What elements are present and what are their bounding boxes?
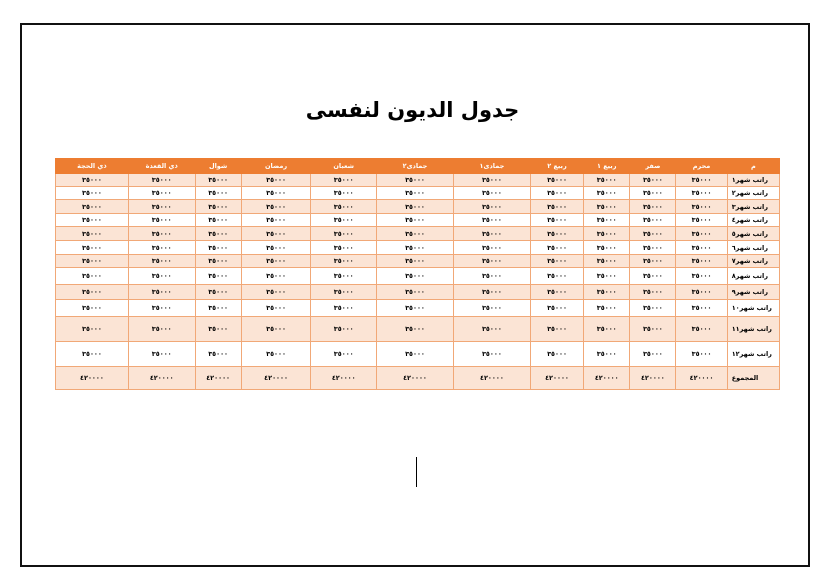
table-cell: ٣٥٠٠٠ (530, 317, 583, 342)
header-cell: ربيع ٢ (530, 159, 583, 174)
table-cell: ٣٥٠٠٠ (630, 300, 676, 317)
table-cell: ٣٥٠٠٠ (453, 187, 530, 200)
table-cell: ٣٥٠٠٠ (453, 268, 530, 285)
row-label: راتب شهر١٠ (727, 300, 779, 317)
table-row (56, 187, 780, 200)
table-cell: ٣٥٠٠٠ (584, 317, 630, 342)
table-cell: ٣٥٠٠٠ (195, 268, 241, 285)
table-cell: ٣٥٠٠٠ (453, 342, 530, 367)
table-cell: ٣٥٠٠٠ (241, 241, 311, 255)
table-cell: ٣٥٠٠٠ (453, 174, 530, 187)
table-cell: ٣٥٠٠٠ (195, 300, 241, 317)
row-label: راتب شهر٦ (727, 241, 779, 255)
table-cell: ٣٥٠٠٠ (241, 187, 311, 200)
table-cell: ٣٥٠٠٠ (311, 317, 377, 342)
table-cell: ٣٥٠٠٠ (377, 187, 454, 200)
header-cell: ذي القعدة (128, 159, 195, 174)
table-cell: ٣٥٠٠٠ (377, 241, 454, 255)
row-label: راتب شهر٢ (727, 187, 779, 200)
table-row (56, 342, 780, 367)
table-cell: ٣٥٠٠٠ (377, 255, 454, 268)
table-cell: ٣٥٠٠٠ (311, 255, 377, 268)
row-label: راتب شهر١ (727, 174, 779, 187)
table-cell: ٣٥٠٠٠ (630, 285, 676, 300)
table-cell: ٣٥٠٠٠ (128, 214, 195, 227)
table-cell: ٣٥٠٠٠ (56, 187, 129, 200)
table-cell: ٣٥٠٠٠ (128, 342, 195, 367)
debt-table (55, 158, 780, 390)
table-cell: ٣٥٠٠٠ (453, 255, 530, 268)
table-cell: ٣٥٠٠٠ (530, 268, 583, 285)
table-cell: ٣٥٠٠٠ (530, 174, 583, 187)
table-cell: ٣٥٠٠٠ (241, 300, 311, 317)
table-cell: ٣٥٠٠٠ (56, 255, 129, 268)
total-label: المجموع (727, 367, 779, 390)
table-cell: ٣٥٠٠٠ (377, 300, 454, 317)
table-cell: ٣٥٠٠٠ (453, 285, 530, 300)
table-cell: ٣٥٠٠٠ (241, 317, 311, 342)
table-cell: ٣٥٠٠٠ (311, 285, 377, 300)
table-cell: ٣٥٠٠٠ (377, 214, 454, 227)
table-row (56, 174, 780, 187)
table-cell: ٣٥٠٠٠ (630, 174, 676, 187)
table-cell: ٣٥٠٠٠ (453, 214, 530, 227)
table-row (56, 317, 780, 342)
table-cell: ٣٥٠٠٠ (56, 268, 129, 285)
table-cell: ٣٥٠٠٠ (311, 342, 377, 367)
table-cell: ٣٥٠٠٠ (530, 285, 583, 300)
table-cell: ٣٥٠٠٠ (630, 227, 676, 241)
table-cell: ٣٥٠٠٠ (676, 285, 727, 300)
table-cell: ٣٥٠٠٠ (241, 255, 311, 268)
table-cell: ٣٥٠٠٠ (195, 227, 241, 241)
table-cell: ٣٥٠٠٠ (241, 342, 311, 367)
table-cell: ٣٥٠٠٠ (584, 268, 630, 285)
table-cell: ٣٥٠٠٠ (530, 255, 583, 268)
table-header-row (56, 159, 780, 174)
table-cell: ٣٥٠٠٠ (56, 200, 129, 214)
table-cell: ٣٥٠٠٠ (630, 200, 676, 214)
row-label: راتب شهر٧ (727, 255, 779, 268)
table-cell: ٣٥٠٠٠ (530, 300, 583, 317)
table-cell: ٣٥٠٠٠ (584, 285, 630, 300)
table-cell: ٣٥٠٠٠ (530, 200, 583, 214)
header-cell: م (727, 159, 779, 174)
table-cell: ٣٥٠٠٠ (377, 227, 454, 241)
table-cell: ٣٥٠٠٠ (676, 317, 727, 342)
row-label: راتب شهر٥ (727, 227, 779, 241)
row-label: راتب شهر٣ (727, 200, 779, 214)
table-cell: ٣٥٠٠٠ (128, 268, 195, 285)
table-cell: ٣٥٠٠٠ (584, 214, 630, 227)
table-row (56, 227, 780, 241)
table-cell: ٣٥٠٠٠ (311, 227, 377, 241)
header-cell: صفر (630, 159, 676, 174)
total-cell: ٤٢٠٠٠٠ (56, 367, 129, 390)
table-cell: ٣٥٠٠٠ (241, 174, 311, 187)
table-cell: ٣٥٠٠٠ (630, 342, 676, 367)
table-cell: ٣٥٠٠٠ (676, 214, 727, 227)
header-cell: رمضان (241, 159, 311, 174)
table-row (56, 285, 780, 300)
table-cell: ٣٥٠٠٠ (630, 241, 676, 255)
total-cell: ٤٢٠٠٠٠ (630, 367, 676, 390)
table-cell: ٣٥٠٠٠ (630, 214, 676, 227)
table-cell: ٣٥٠٠٠ (311, 200, 377, 214)
table-cell: ٣٥٠٠٠ (195, 200, 241, 214)
table-cell: ٣٥٠٠٠ (195, 214, 241, 227)
table-row (56, 255, 780, 268)
table-cell: ٣٥٠٠٠ (377, 268, 454, 285)
table-cell: ٣٥٠٠٠ (676, 227, 727, 241)
table-cell: ٣٥٠٠٠ (584, 342, 630, 367)
table-cell: ٣٥٠٠٠ (56, 317, 129, 342)
table-cell: ٣٥٠٠٠ (311, 214, 377, 227)
table-cell: ٣٥٠٠٠ (676, 342, 727, 367)
total-cell: ٤٢٠٠٠٠ (311, 367, 377, 390)
table-cell: ٣٥٠٠٠ (584, 255, 630, 268)
table-cell: ٣٥٠٠٠ (530, 342, 583, 367)
total-cell: ٤٢٠٠٠٠ (241, 367, 311, 390)
table-cell: ٣٥٠٠٠ (56, 241, 129, 255)
table-cell: ٣٥٠٠٠ (195, 317, 241, 342)
table-row (56, 200, 780, 214)
table-cell: ٣٥٠٠٠ (128, 227, 195, 241)
header-cell: جمادى١ (453, 159, 530, 174)
table-cell: ٣٥٠٠٠ (311, 187, 377, 200)
table-cell: ٣٥٠٠٠ (241, 200, 311, 214)
table-cell: ٣٥٠٠٠ (241, 268, 311, 285)
table-cell: ٣٥٠٠٠ (630, 317, 676, 342)
total-cell: ٤٢٠٠٠٠ (530, 367, 583, 390)
table-cell: ٣٥٠٠٠ (630, 187, 676, 200)
table-cell: ٣٥٠٠٠ (128, 174, 195, 187)
table-cell: ٣٥٠٠٠ (56, 227, 129, 241)
row-label: راتب شهر٩ (727, 285, 779, 300)
table-cell: ٣٥٠٠٠ (676, 268, 727, 285)
table-cell: ٣٥٠٠٠ (195, 174, 241, 187)
table-cell: ٣٥٠٠٠ (377, 200, 454, 214)
table-cell: ٣٥٠٠٠ (630, 268, 676, 285)
total-cell: ٤٢٠٠٠٠ (377, 367, 454, 390)
total-cell: ٤٢٠٠٠٠ (676, 367, 727, 390)
text-cursor (416, 457, 417, 487)
table-cell: ٣٥٠٠٠ (195, 285, 241, 300)
table-cell: ٣٥٠٠٠ (128, 317, 195, 342)
row-label: راتب شهر١٢ (727, 342, 779, 367)
table-cell: ٣٥٠٠٠ (56, 214, 129, 227)
header-cell: جمادى٢ (377, 159, 454, 174)
table-cell: ٣٥٠٠٠ (311, 241, 377, 255)
table-cell: ٣٥٠٠٠ (676, 200, 727, 214)
table-cell: ٣٥٠٠٠ (128, 200, 195, 214)
table-cell: ٣٥٠٠٠ (584, 227, 630, 241)
table-cell: ٣٥٠٠٠ (453, 200, 530, 214)
table-cell: ٣٥٠٠٠ (676, 241, 727, 255)
table-cell: ٣٥٠٠٠ (676, 255, 727, 268)
row-label: راتب شهر٨ (727, 268, 779, 285)
table-cell: ٣٥٠٠٠ (311, 268, 377, 285)
total-row (56, 367, 780, 390)
table-cell: ٣٥٠٠٠ (128, 187, 195, 200)
total-cell: ٤٢٠٠٠٠ (584, 367, 630, 390)
table-cell: ٣٥٠٠٠ (56, 300, 129, 317)
table-cell: ٣٥٠٠٠ (530, 227, 583, 241)
table-cell: ٣٥٠٠٠ (56, 174, 129, 187)
table-cell: ٣٥٠٠٠ (453, 227, 530, 241)
table-cell: ٣٥٠٠٠ (128, 285, 195, 300)
header-cell: شعبان (311, 159, 377, 174)
header-cell: ذي الحجة (56, 159, 129, 174)
header-cell: محرم (676, 159, 727, 174)
table-cell: ٣٥٠٠٠ (584, 300, 630, 317)
header-cell: ربيع ١ (584, 159, 630, 174)
table-cell: ٣٥٠٠٠ (584, 174, 630, 187)
table-cell: ٣٥٠٠٠ (530, 187, 583, 200)
table-cell: ٣٥٠٠٠ (128, 300, 195, 317)
table-cell: ٣٥٠٠٠ (530, 214, 583, 227)
table-cell: ٣٥٠٠٠ (56, 285, 129, 300)
table-cell: ٣٥٠٠٠ (311, 300, 377, 317)
table-row (56, 300, 780, 317)
table-cell: ٣٥٠٠٠ (676, 300, 727, 317)
table-cell: ٣٥٠٠٠ (453, 317, 530, 342)
page-title: جدول الديون لنفسى (305, 98, 520, 122)
table-cell: ٣٥٠٠٠ (195, 342, 241, 367)
table-row (56, 268, 780, 285)
table-cell: ٣٥٠٠٠ (311, 174, 377, 187)
table-cell: ٣٥٠٠٠ (453, 300, 530, 317)
table-cell: ٣٥٠٠٠ (584, 241, 630, 255)
table-cell: ٣٥٠٠٠ (195, 187, 241, 200)
table-row (56, 241, 780, 255)
table-cell: ٣٥٠٠٠ (630, 255, 676, 268)
table-cell: ٣٥٠٠٠ (453, 241, 530, 255)
table-cell: ٣٥٠٠٠ (241, 227, 311, 241)
table-cell: ٣٥٠٠٠ (241, 214, 311, 227)
table-row (56, 214, 780, 227)
table-cell: ٣٥٠٠٠ (241, 285, 311, 300)
table-cell: ٣٥٠٠٠ (195, 255, 241, 268)
table-cell: ٣٥٠٠٠ (377, 174, 454, 187)
row-label: راتب شهر١١ (727, 317, 779, 342)
table-cell: ٣٥٠٠٠ (377, 285, 454, 300)
table-cell: ٣٥٠٠٠ (584, 200, 630, 214)
table-cell: ٣٥٠٠٠ (56, 342, 129, 367)
table-cell: ٣٥٠٠٠ (195, 241, 241, 255)
total-cell: ٤٢٠٠٠٠ (128, 367, 195, 390)
table-cell: ٣٥٠٠٠ (676, 174, 727, 187)
table-cell: ٣٥٠٠٠ (128, 255, 195, 268)
total-cell: ٤٢٠٠٠٠ (453, 367, 530, 390)
header-cell: شوال (195, 159, 241, 174)
table-cell: ٣٥٠٠٠ (377, 317, 454, 342)
total-cell: ٤٢٠٠٠٠ (195, 367, 241, 390)
table-cell: ٣٥٠٠٠ (584, 187, 630, 200)
table-cell: ٣٥٠٠٠ (128, 241, 195, 255)
table-cell: ٣٥٠٠٠ (676, 187, 727, 200)
row-label: راتب شهر٤ (727, 214, 779, 227)
table-cell: ٣٥٠٠٠ (377, 342, 454, 367)
table-cell: ٣٥٠٠٠ (530, 241, 583, 255)
